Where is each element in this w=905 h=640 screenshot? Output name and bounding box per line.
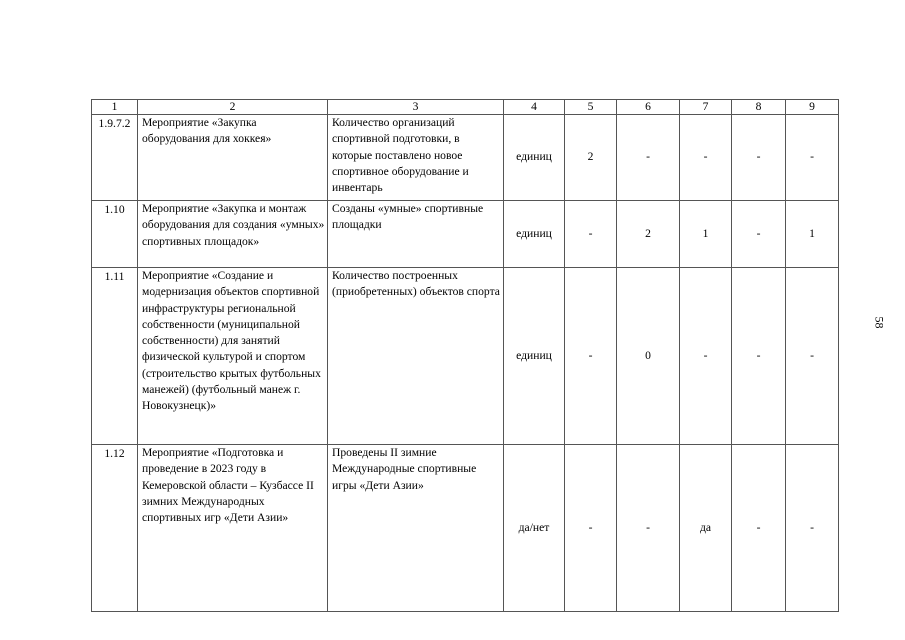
table-row	[92, 115, 839, 201]
page-number: 58	[872, 316, 887, 329]
measure-name: Мероприятие «Подготовка и проведение в 2023 году в Кемеровской области – Кузбассе II зимних Международных спортивных игр «Дети Азии»	[138, 445, 328, 612]
unit-cell: единиц	[504, 268, 565, 445]
indicator-name: Проведены II зимние Международные спортивные игры «Дети Азии»	[328, 445, 504, 612]
value-cell: -	[732, 115, 786, 201]
column-header: 6	[617, 100, 680, 115]
value-cell: -	[786, 115, 839, 201]
value-cell: 0	[617, 268, 680, 445]
table-row	[92, 201, 839, 268]
column-header: 5	[565, 100, 617, 115]
value-cell: -	[617, 445, 680, 612]
measure-name: Мероприятие «Закупка и монтаж оборудования для создания «умных» спортивных площадок»	[138, 201, 328, 268]
value-cell: -	[732, 445, 786, 612]
value-cell: -	[680, 268, 732, 445]
row-number: 1.11	[92, 268, 138, 445]
value-cell: 2	[617, 201, 680, 268]
header-row	[92, 100, 839, 115]
unit-cell: единиц	[504, 201, 565, 268]
column-header: 9	[786, 100, 839, 115]
value-cell: -	[786, 445, 839, 612]
column-header: 1	[92, 100, 138, 115]
indicator-name: Количество построенных (приобретенных) объектов спорта	[328, 268, 504, 445]
value-cell: 1	[680, 201, 732, 268]
table-row	[92, 268, 839, 445]
column-header: 4	[504, 100, 565, 115]
indicator-name: Созданы «умные» спортивные площадки	[328, 201, 504, 268]
indicators-table	[91, 99, 839, 612]
column-header: 8	[732, 100, 786, 115]
value-cell: -	[732, 268, 786, 445]
row-number: 1.12	[92, 445, 138, 612]
indicator-name: Количество организаций спортивной подготовки, в которые поставлено новое спортивное оборудование и инвентарь	[328, 115, 504, 201]
row-number: 1.10	[92, 201, 138, 268]
value-cell: 2	[565, 115, 617, 201]
value-cell: -	[680, 115, 732, 201]
column-header: 2	[138, 100, 328, 115]
value-cell: да	[680, 445, 732, 612]
unit-cell: да/нет	[504, 445, 565, 612]
unit-cell: единиц	[504, 115, 565, 201]
column-header: 3	[328, 100, 504, 115]
table-row	[92, 445, 839, 612]
value-cell: -	[732, 201, 786, 268]
value-cell: -	[786, 268, 839, 445]
value-cell: -	[617, 115, 680, 201]
measure-name: Мероприятие «Создание и модернизация объектов спортивной инфраструктуры региональной собственности (муниципальной собственности) для занятий физической культурой и спортом (строительство крытых футбольных манежей) (футбольный манеж г. Новокузнецк)»	[138, 268, 328, 445]
measure-name: Мероприятие «Закупка оборудования для хоккея»	[138, 115, 328, 201]
value-cell: -	[565, 201, 617, 268]
value-cell: -	[565, 268, 617, 445]
value-cell: 1	[786, 201, 839, 268]
row-number: 1.9.7.2	[92, 115, 138, 201]
value-cell: -	[565, 445, 617, 612]
column-header: 7	[680, 100, 732, 115]
